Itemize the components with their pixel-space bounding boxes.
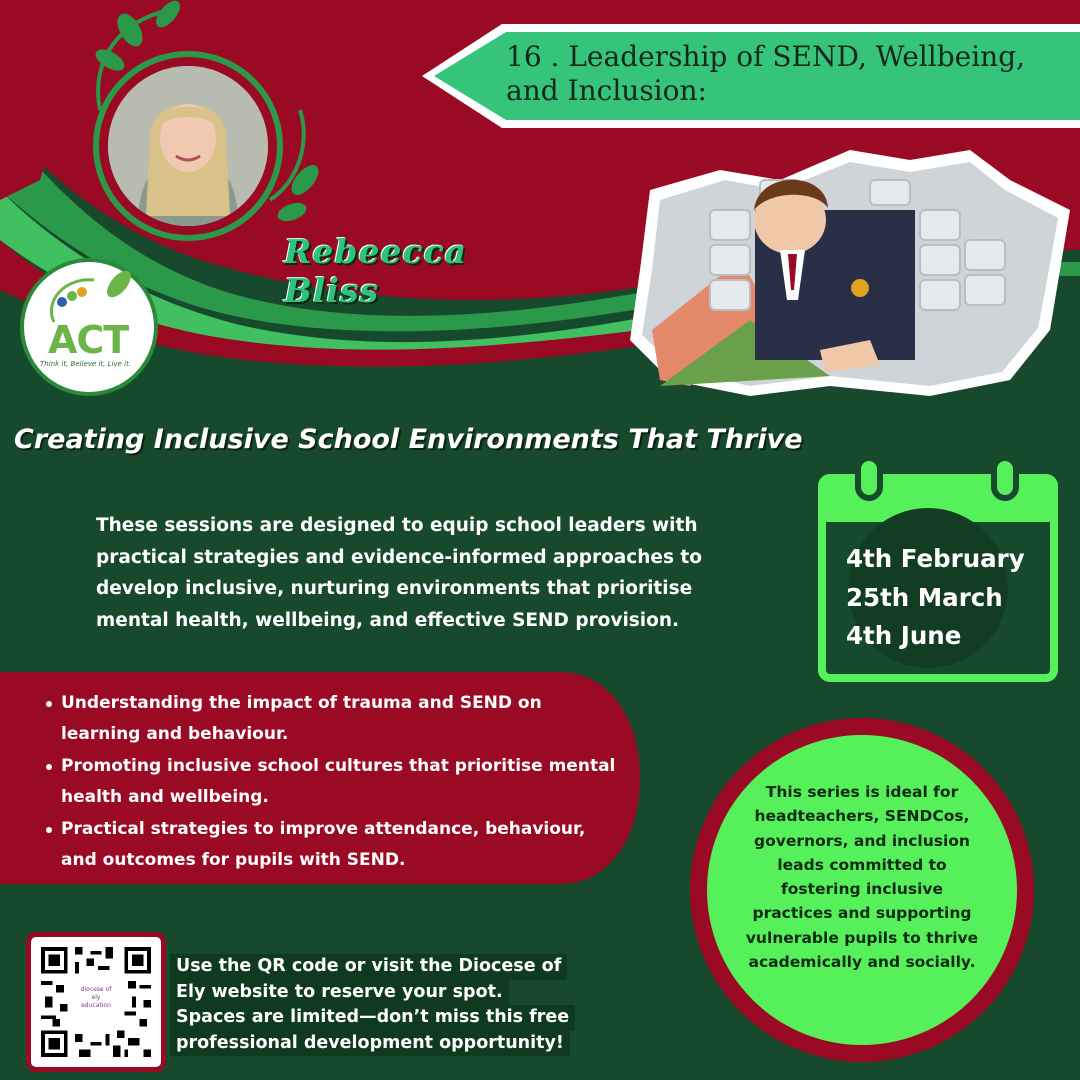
cta-line: Use the QR code or visit the Diocese of — [170, 954, 567, 980]
qr-code[interactable] — [26, 932, 166, 1072]
act-logo-text: ACT — [48, 318, 129, 362]
session-dates — [846, 540, 1046, 656]
audience-text: This series is ideal for headteachers, SENDCos, governors, and inclusion leads committed to fostering inclusive practices and supporting vulnerable pupils to thrive academically and socially. — [745, 783, 979, 972]
call-to-action — [170, 954, 590, 1056]
page-title: 16 . Leadership of SEND, Wellbeing, and Inclusion: — [506, 40, 1026, 107]
qr-logo: diocese of ely education — [76, 982, 116, 1018]
subtitle: Creating Inclusive School Environments That Thrive — [14, 424, 803, 455]
intro-paragraph: These sessions are designed to equip school leaders with practical strategies and evidence-informed approaches to develop inclusive, nurturing environments that prioritise mental health, wellbeing, and effective SEND provision. — [96, 515, 702, 631]
key-point: Practical strategies to improve attendance, behaviour, and outcomes for pupils with SEND. — [44, 814, 624, 875]
act-logo-tagline: Think it, Believe it, Live it. — [40, 360, 132, 368]
child-photo — [630, 150, 1070, 396]
speaker-name: Rebeecca Bliss — [284, 232, 468, 310]
key-point: Understanding the impact of trauma and SEND on learning and behaviour. — [44, 688, 624, 749]
key-point: Promoting inclusive school cultures that prioritise mental health and wellbeing. — [44, 751, 624, 812]
cta-line: Spaces are limited—don’t miss this free — [170, 1005, 575, 1031]
date-1: 4th February — [846, 544, 1025, 573]
cta-line: professional development opportunity! — [170, 1031, 570, 1057]
speaker-portrait — [108, 66, 268, 226]
cta-line: Ely website to reserve your spot. — [170, 980, 509, 1006]
key-points-list — [44, 688, 624, 877]
date-3: 4th June — [846, 621, 962, 650]
date-2: 25th March — [846, 582, 1003, 612]
